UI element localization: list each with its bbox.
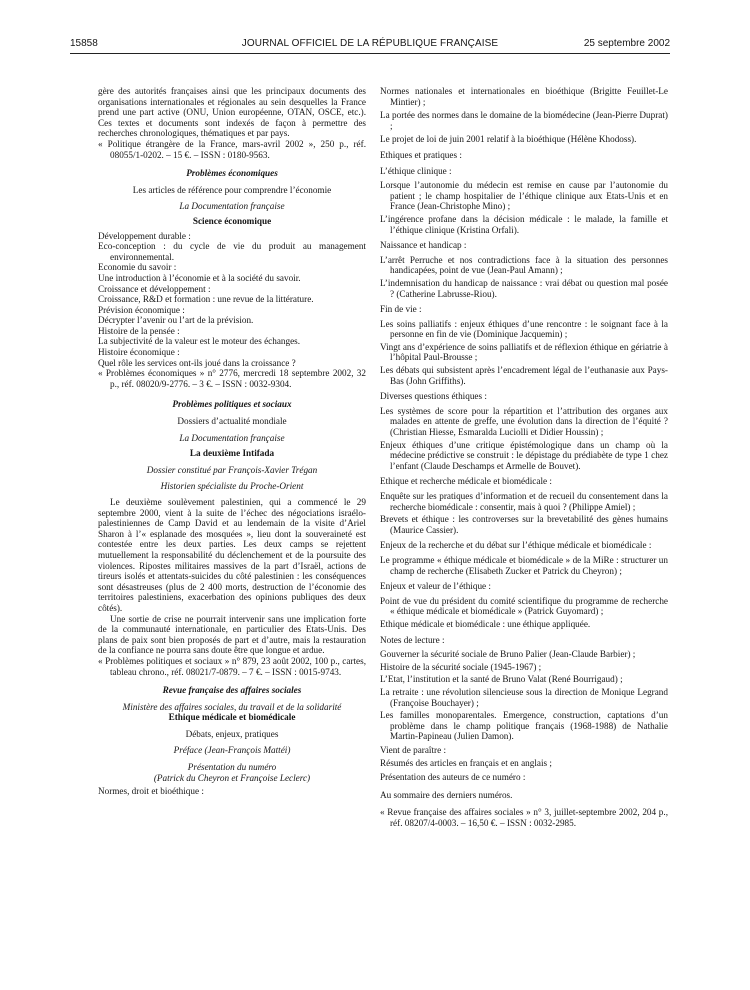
- rev-preface: Préface (Jean-François Mattéi): [173, 745, 291, 756]
- eco-item: Economie du savoir :: [98, 262, 177, 273]
- contents-heading: Ethique et recherche médicale et biomédicale :: [380, 476, 552, 487]
- contents-heading: Enjeux et valeur de l’éthique :: [380, 581, 491, 592]
- contents-item: Enquête sur les pratiques d’information et de recueil du consentement dans la recherche biomédicale : consentir, mais à quoi ? (Philippe Amiel) ;: [380, 491, 668, 512]
- contents-item: Gouverner la sécurité sociale de Bruno Palier (Jean-Claude Barbier) ;: [380, 649, 636, 660]
- contents-item: L’arrêt Perruche et nos contradictions face à la situation des personnes handicapées, point de vue (Jean-Paul Amann) ;: [380, 254, 668, 276]
- rev-ministry: Ministère des affaires sociales, du travail et de la solidarité: [122, 701, 342, 712]
- contents-heading: L’éthique clinique :: [380, 165, 452, 176]
- contents-item: Normes nationales et internationales en bioéthique (Brigitte Feuillet-Le Mintier) ;: [380, 86, 668, 107]
- pol-paragraph: Une sortie de crise ne pourrait intervenir sans une implication forte de la communauté internationale, en particulier des Etats-Unis. Des plans de paix sont bien proposés de part et d’autre, mais la restauration de la confiance ne pourra sans doute être que longue et ardue.: [98, 613, 366, 656]
- contents-item: Brevets et éthique : les controverses sur la brevetabilité des gènes humains (Maurice Cassier).: [380, 514, 668, 535]
- contents-item: Enjeux éthiques d’une critique épistémologique dans un champ où la médecine prédictive se construit : le dépistage du prédiabète de type 1 chez l’enfant (Claude Deschamps et Armelle de Bouvet).: [380, 439, 668, 471]
- eco-item: Développement durable :: [98, 230, 191, 241]
- revue-reference: « Revue française des affaires sociales » n° 3, juillet-septembre 2002, 204 p., réf. 08207/4-0003. – 16,50 €. – ISSN : 0032-2985.: [380, 807, 668, 828]
- contents-item: Histoire de la sécurité sociale (1945-1967) ;: [380, 661, 542, 672]
- eco-item: La subjectivité de la valeur est le moteur des échanges.: [98, 336, 301, 347]
- rev-subtitle: Débats, enjeux, pratiques: [185, 728, 279, 739]
- pol-subtitle: Dossiers d’actualité mondiale: [177, 416, 287, 427]
- pol-reference: « Problèmes politiques et sociaux » n° 879, 23 août 2002, 100 p., cartes, tableau chrono., réf. 08021/7-0879. – 7 €. – ISSN : 0015-9743.: [98, 655, 366, 677]
- contents-item: Vingt ans d’expérience de soins palliatifs et de réflexion éthique en gériatrie à l’hôpital Paul-Brousse ;: [380, 341, 668, 363]
- contents-heading: Notes de lecture :: [380, 634, 445, 645]
- contents-item: Ethique médicale et biomédicale : une éthique appliquée.: [380, 618, 591, 629]
- contents-heading: Diverses questions éthiques :: [380, 391, 487, 402]
- rev-normes-label: Normes, droit et bioéthique :: [98, 786, 204, 797]
- eco-item: Quel rôle les services ont-ils joué dans la croissance ?: [98, 357, 296, 368]
- contents-item: Les soins palliatifs : enjeux éthiques d’une rencontre : le soignant face à la personne en fin de vie (Dominique Jacquemin) ;: [380, 318, 668, 340]
- header-rule: [70, 53, 670, 54]
- eco-contents: [98, 231, 366, 369]
- contents-item: La portée des normes dans le domaine de la biomédecine (Jean-Pierre Duprat) ;: [380, 110, 668, 131]
- contents-item: Les familles monoparentales. Emergence, construction, captations d’un problème dans le champ politique français (1968-1988) de Nathalie Martin-Papineau (Julien Damon).: [380, 710, 668, 742]
- eco-subtitle: Les articles de référence pour comprendre l’économie: [132, 184, 332, 195]
- eco-item: Croissance et développement :: [98, 283, 211, 294]
- rev-presenters: (Patrick du Cheyron et Françoise Leclerc): [153, 772, 311, 783]
- contents-item: L’Etat, l’institution et la santé de Bruno Valat (René Bourrigaud) ;: [380, 674, 623, 685]
- eco-item: Prévision économique :: [98, 304, 185, 315]
- journal-title: JOURNAL OFFICIEL DE LA RÉPUBLIQUE FRANÇAISE: [241, 38, 499, 49]
- contents-item: Les débats qui subsistent après l’encadrement légal de l’euthanasie aux Pays-Bas (John Griffiths).: [380, 365, 668, 386]
- rev-section-title: Ethique médicale et biomédicale: [168, 712, 296, 723]
- contents-item: Le programme « éthique médicale et biomédicale » de la MiRe : structurer un champ de recherche (Elisabeth Zucker et Patrick du Cheyron) ;: [380, 554, 668, 576]
- issue-date: 25 septembre 2002: [583, 38, 670, 49]
- contents-item: Au sommaire des derniers numéros.: [380, 789, 513, 800]
- page-header: [70, 38, 670, 52]
- pol-publisher: La Documentation française: [179, 432, 285, 443]
- contents-heading: Vient de paraître :: [380, 744, 447, 755]
- contents-heading: Ethiques et pratiques :: [380, 149, 462, 160]
- contents-item: L’ingérence profane dans la décision médicale : le malade, la famille et l’éthique clinique (Kristina Orfali).: [380, 213, 668, 235]
- contents-item: Le projet de loi de juin 2001 relatif à la bioéthique (Hélène Khodoss).: [380, 134, 637, 145]
- pol-author-title: Historien spécialiste du Proche-Orient: [160, 481, 304, 492]
- eco-publisher: La Documentation française: [179, 201, 285, 212]
- right-column: [380, 86, 668, 828]
- eco-item: Croissance, R&D et formation : une revue de la littérature.: [98, 294, 314, 305]
- contents-item: Présentation des auteurs de ce numéro :: [380, 772, 526, 783]
- contents-item: Point de vue du président du comité scientifique du programme de recherche « éthique médicale et biomédicale » (Patrick Guyomard) ;: [380, 595, 668, 617]
- contents-item: Lorsque l’autonomie du médecin est remise en cause par l’autonomie du patient ; le champ hospitalier de l’éthique clinique aux Etats-Unis et en France (Jean-Christophe Mino) ;: [380, 180, 668, 212]
- rev-heading: Revue française des affaires sociales: [162, 685, 302, 696]
- eco-item: Histoire de la pensée :: [98, 325, 180, 336]
- eco-item: Histoire économique :: [98, 347, 180, 358]
- eco-item: Une introduction à l’économie et à la société du savoir.: [98, 272, 301, 283]
- politique-reference: « Politique étrangère de la France, mars-avril 2002 », 250 p., réf. 08055/1-0202. – 15 €. – ISSN : 0180-9563.: [98, 138, 366, 160]
- intro-paragraph: gère des autorités françaises ainsi que les principaux documents des organisations internationales et régionales au sein desquelles la France prend une part active (ONU, Union européenne, OTAN, OSCE, etc.). Ces textes et documents sont indexés de façon à permettre des recherches chronologiques, thématiques et par pays.: [98, 86, 366, 139]
- contents-item: Les systèmes de score pour la répartition et l’attribution des organes aux malades en attente de greffe, une évolution dans la direction de l’équité ? (Christian Hiesse, Esmaralda Luciolli et Didier Houssin) ;: [380, 405, 668, 438]
- rev-presentation: Présentation du numéro: [187, 762, 277, 773]
- eco-item: Eco-conception : du cycle de vie du produit au management environnemental.: [98, 241, 366, 262]
- contents-heading: Fin de vie :: [380, 304, 422, 315]
- eco-heading: Problèmes économiques: [186, 168, 278, 179]
- pol-dossier-author: Dossier constitué par François-Xavier Trégan: [146, 464, 318, 475]
- contents-item: Résumés des articles en français et en anglais ;: [380, 758, 552, 769]
- contents-heading: Enjeux de la recherche et du débat sur l’éthique médicale et biomédicale :: [380, 540, 652, 551]
- left-column: [98, 86, 366, 797]
- eco-item: Décrypter l’avenir ou l’art de la prévision.: [98, 315, 254, 326]
- contents-item: L’indemnisation du handicap de naissance : vrai débat ou question mal posée ? (Catherine Labrusse-Riou).: [380, 277, 668, 299]
- pol-heading: Problèmes politiques et sociaux: [172, 399, 292, 410]
- eco-section-title: Science économique: [192, 215, 272, 226]
- contents-item: La retraite : une révolution silencieuse sous la direction de Monique Legrand (Françoise Bouchayer) ;: [380, 686, 668, 708]
- pol-section-title: La deuxième Intifada: [189, 448, 275, 459]
- eco-reference: « Problèmes économiques » n° 2776, mercredi 18 septembre 2002, 32 p., réf. 08020/9-2776. – 3 €. – ISSN : 0032-9304.: [98, 368, 366, 389]
- page-number: 15858: [70, 38, 98, 49]
- contents-heading: Naissance et handicap :: [380, 240, 467, 251]
- pol-paragraph: Le deuxième soulèvement palestinien, qui a commencé le 29 septembre 2000, vient à la suite de l’échec des négociations israélo-palestiniennes de Camp David et au lendemain de la visite d’Ariel Sharon à l’« esplanade des mosquées », lieu dont la souveraineté est contestée entre les deux parties. Les deux camps se rejettent mutuellement la responsabilité du déclenchement et de la poursuite des violences. Ripostes militaires massives de la part d’Israël, actions de tireurs isolés et attentats-suicides du côté palestinien : les conséquences sont désastreuses (plus de 2 400 morts, destruction de l’économie des territoires palestiniens, exacerbation des opinions publiques des deux côtés).: [98, 497, 366, 613]
